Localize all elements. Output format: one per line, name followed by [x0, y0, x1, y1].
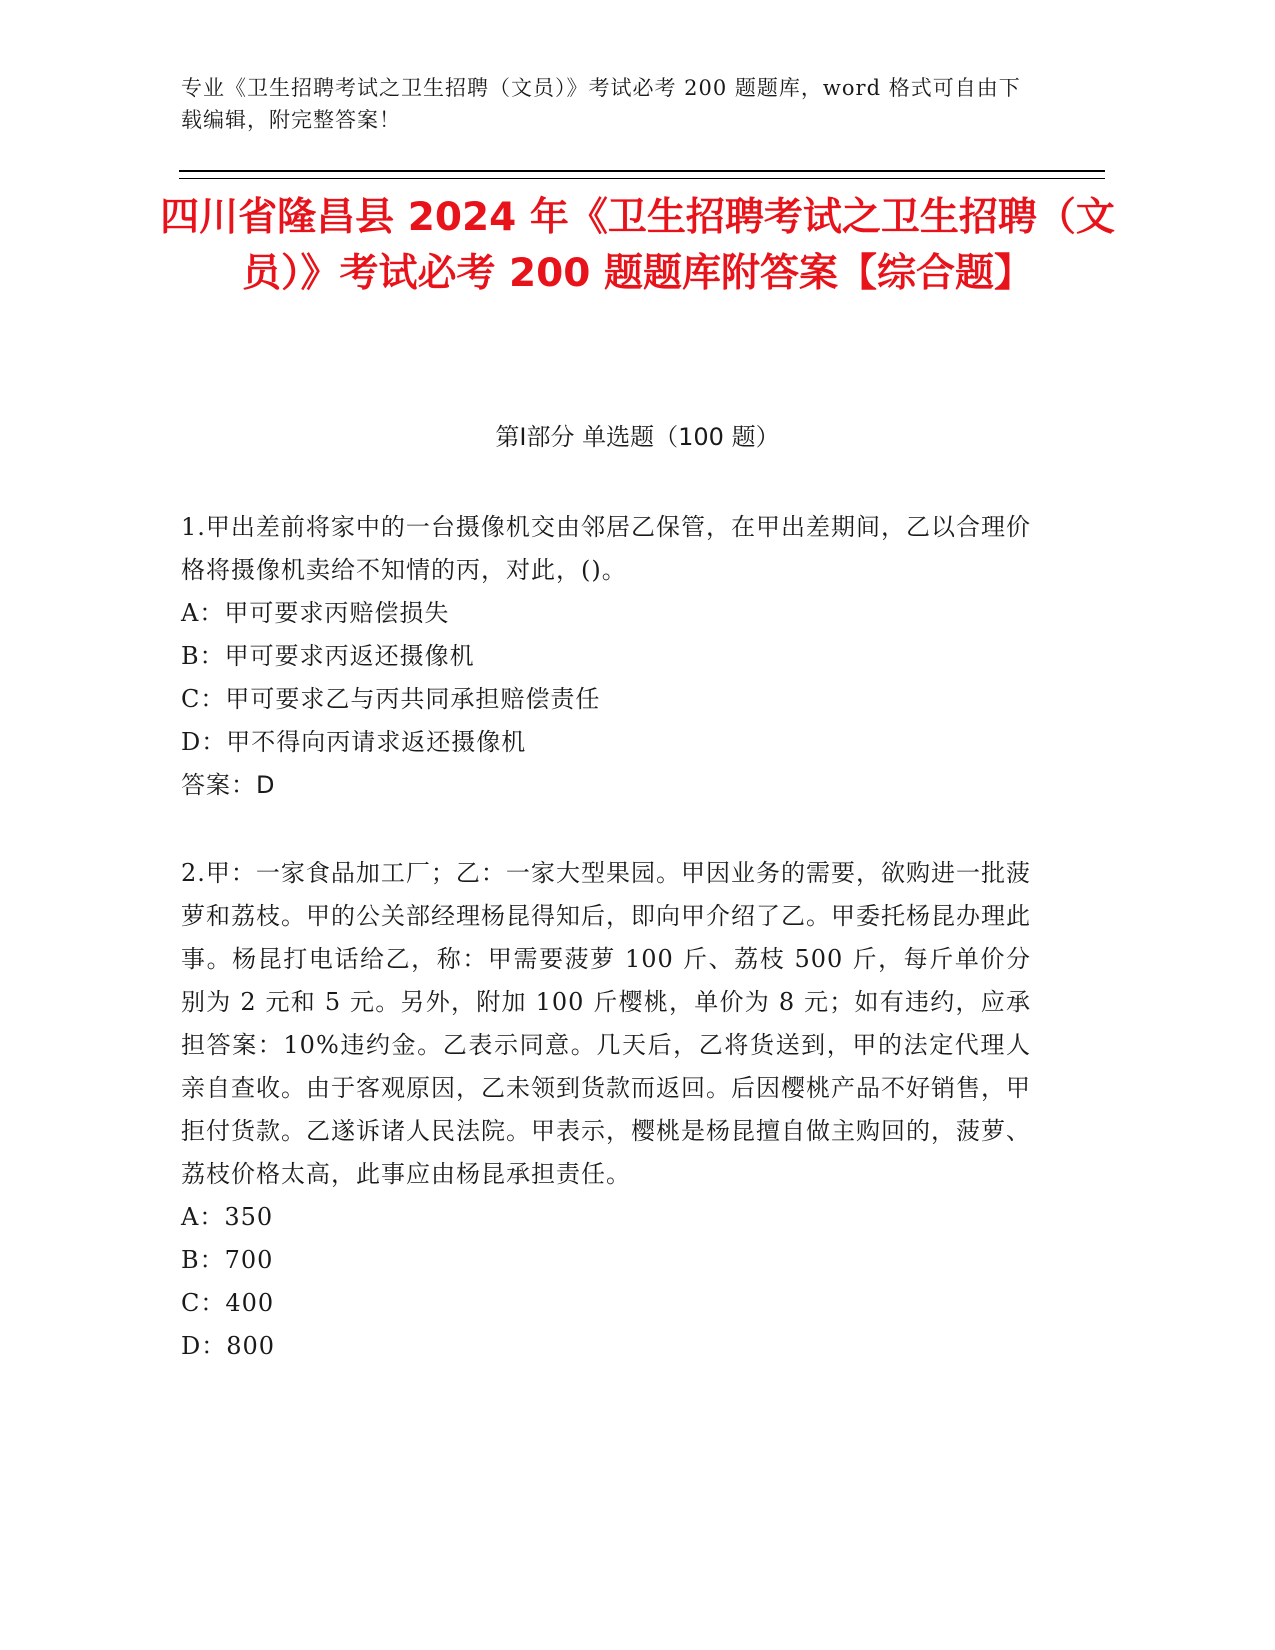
- option-b: B：甲可要求丙返还摄像机: [181, 642, 475, 670]
- option-a: A：甲可要求丙赔偿损失: [181, 599, 450, 627]
- question-2: [181, 852, 1031, 1368]
- question-1: [181, 506, 1031, 807]
- option-c: C：甲可要求乙与丙共同承担赔偿责任: [181, 685, 601, 713]
- option-a: A：350: [181, 1203, 274, 1231]
- option-c: C：400: [181, 1289, 275, 1317]
- header-note: 专业《卫生招聘考试之卫生招聘（文员）》考试必考 200 题题库，word 格式可自由下载编辑，附完整答案！: [181, 76, 1021, 132]
- section-title: 第Ⅰ部分 单选题（100 题）: [495, 423, 780, 451]
- question-stem: 1.甲出差前将家中的一台摄像机交由邻居乙保管，在甲出差期间，乙以合理价格将摄像机卖给不知情的丙，对此，()。: [181, 513, 1031, 584]
- question-stem: 2.甲：一家食品加工厂；乙：一家大型果园。甲因业务的需要，欲购进一批菠萝和荔枝。甲的公关部经理杨昆得知后，即向甲介绍了乙。甲委托杨昆办理此事。杨昆打电话给乙，称：甲需要菠萝 100 斤、荔枝 500 斤，每斤单价分别为 2 元和 5 元。另外，附加 100 斤樱桃，单价为 8 元；如有违约，应承担答案：10%违约金。乙表示同意。几天后，乙将货送到，甲的法定代理人亲自查收。由于客观原因，乙未领到货款而返回。后因樱桃产品不好销售，甲拒付货款。乙遂诉诸人民法院。甲表示，樱桃是杨昆擅自做主购回的，菠萝、荔枝价格太高，此事应由杨昆承担责任。: [181, 859, 1031, 1188]
- answer: 答案：D: [181, 771, 276, 799]
- option-b: B：700: [181, 1246, 274, 1274]
- document-title: 四川省隆昌县 2024 年《卫生招聘考试之卫生招聘（文员）》考试必考 200 题题库附答案【综合题】: [160, 195, 1115, 296]
- option-d: D：800: [181, 1332, 276, 1360]
- option-d: D：甲不得向丙请求返还摄像机: [181, 728, 527, 756]
- header-rule-thin: [179, 178, 1105, 179]
- header-rule-thick: [179, 170, 1105, 172]
